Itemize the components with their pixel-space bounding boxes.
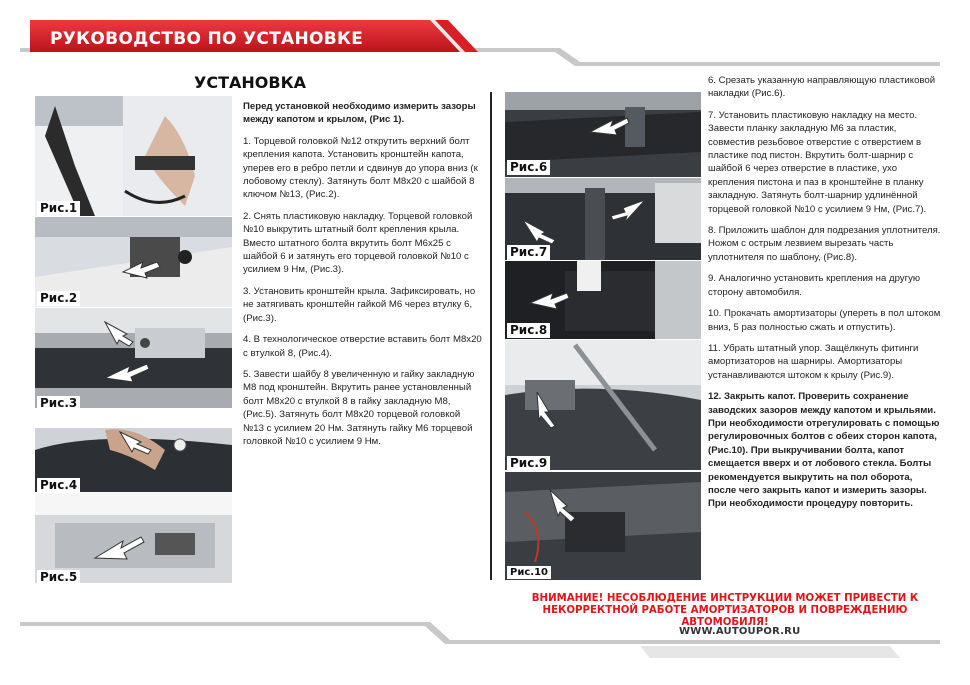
figure-3-photo	[35, 308, 232, 408]
step-10: 10. Прокачать амортизаторы (упереть в пол штоком вниз, 5 раз полностью сжать и отпустить).	[708, 308, 941, 333]
warning-line-1: ВНИМАНИЕ! НЕСОБЛЮДЕНИЕ ИНСТРУКЦИИ МОЖЕТ ПРИВЕСТИ К	[531, 593, 919, 604]
step-11: 11. Убрать штатный упор. Защёлкнуть фитинги амортизаторов на шарниры. Амортизаторы устанавливаются штоком к крылу (Рис.9).	[708, 342, 919, 381]
step-12: 12. Закрыть капот. Проверить сохранение заводских зазоров между капотом и крыльями. При необходимости отрегулировать с помощью регулировочных болтов с обеих сторон капота, (Рис.10). При выкручивании болта, капот смещается вверх и от лобового стекла. Болты рекомендуется выкрутить на пол оборота, после чего закрыть капот и измерить зазоры. При необходимости процедуру повторить.	[708, 391, 940, 510]
warning-line-2: НЕКОРРЕКТНОЙ РАБОТЕ АМОРТИЗАТОРОВ И ПОВРЕЖДЕНИЮ АВТОМОБИЛЯ!	[542, 605, 908, 628]
step-9: 9. Аналогично установить крепления на другую сторону автомобиля.	[708, 273, 921, 298]
step-7: 7. Установить пластиковую накладку на место. Завести планку закладную М6 за пластик, совместив резьбовое отверстие с отверстием в пластике под пистон. Вкрутить болт-шарнир с шайбой 6 через отверстие в пластике, ухо крепления пистона и паз в кронштейне в планку закладную. Затянуть болт-шарнир удлинённой торцевой головкой №10 с усилием 9 Нм, (Рис.7).	[708, 109, 927, 215]
figure-1-photo	[35, 96, 232, 216]
figure-7-label: Рис.7	[507, 245, 550, 260]
figure-4-label: Рис.4	[37, 478, 80, 493]
figure-1-label: Рис.1	[37, 201, 80, 216]
figure-8-label: Рис.8	[507, 323, 550, 338]
figure-10-photo	[505, 472, 701, 580]
step-4: 4. В технологическое отверстие вставить болт М8х20 с втулкой 8, (Рис.4).	[243, 334, 482, 359]
step-2: 2. Снять пластиковую накладку. Торцевой головкой №10 выкрутить штатный болт крепления крыла. Вместо штатного болта вкрутить болт М6х25 с шайбой 6 и затянуть его торцевой головкой №10 с усилием 9 Нм, (Рис.3).	[243, 210, 473, 276]
intro-text: Перед установкой необходимо измерить зазоры между капотом и крылом, (Рис 1).	[243, 101, 476, 126]
figure-9-photo	[505, 340, 701, 470]
column-divider	[490, 92, 492, 580]
step-5: 5. Завести шайбу 8 увеличенную и гайку закладную М8 под кронштейн. Вкрутить ранее установленный болт М8х20 с втулкой 8 в гайку закладную М8, (Рис.5). Затянуть болт М8х20 торцевой головкой №13 с усилием 20 Нм. Затянуть гайку М6 торцевой головкой №10 с усилием 9 Нм.	[243, 368, 475, 447]
footer-url: WWW.AUTOUPOR.RU	[679, 626, 801, 637]
right-instructions	[708, 74, 943, 519]
step-8: 8. Приложить шаблон для подрезания уплотнителя. Ножом с острым лезвием вырезать часть уплотнителя по шаблону, (Рис.8).	[708, 225, 941, 263]
step-3: 3. Установить кронштейн крыла. Зафиксировать, но не затягивать кронштейн гайкой М6 через втулку 6, (Рис.3).	[243, 285, 476, 324]
figure-10-label: Рис.10	[507, 566, 551, 579]
left-instructions	[243, 100, 483, 456]
figure-9-label: Рис.9	[507, 456, 550, 471]
page-title: РУКОВОДСТВО ПО УСТАНОВКЕ	[50, 29, 364, 49]
step-1: 1. Торцевой головкой №12 открутить верхний болт крепления капота. Установить кронштейн капота, уперев его в ребро петли и сдвинув до упора вниз (к лобовому стеклу). Затянуть болт М8х20 с шайбой 8 ключом №13, (Рис.2).	[243, 135, 478, 201]
figure-2-label: Рис.2	[37, 291, 80, 306]
figure-6-label: Рис.6	[507, 160, 550, 175]
figure-3-label: Рис.3	[37, 396, 80, 411]
figure-5-label: Рис.5	[37, 570, 80, 585]
step-6: 6. Срезать указанную направляющую пластиковой накладки (Рис.6).	[708, 75, 936, 100]
section-title: УСТАНОВКА	[194, 73, 307, 92]
footer-decoration	[0, 610, 970, 670]
